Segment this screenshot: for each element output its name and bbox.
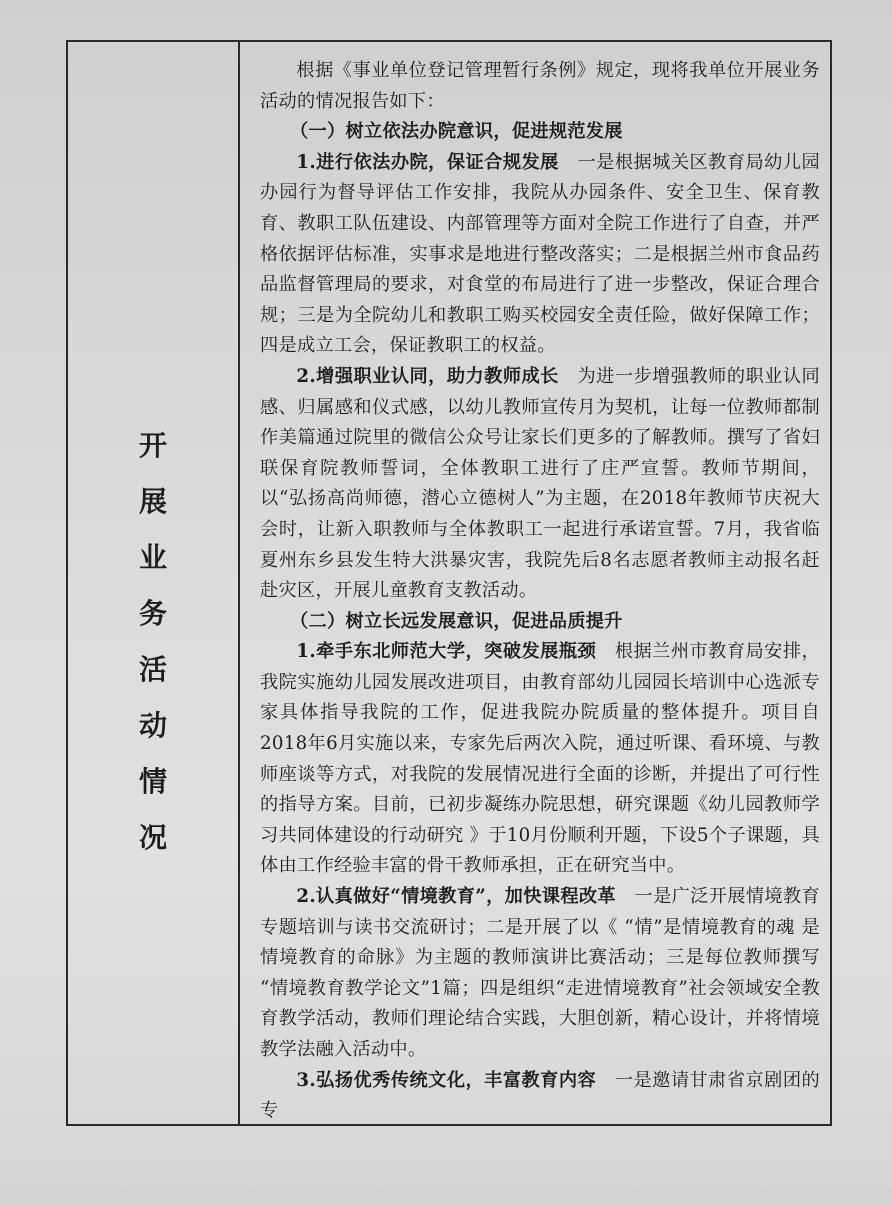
section1-item2-title: 2.增强职业认同，助力教师成长 — [296, 365, 559, 387]
paper-shadow — [0, 1150, 892, 1205]
content-cell — [240, 42, 830, 1124]
section1-item1-title: 1.进行依法办院，保证合规发展 — [296, 151, 559, 173]
section1-item2-body: 为进一步增强教师的职业认同感、归属感和仪式感，以幼儿教师宣传月为契机，让每一位教师都制作美篇通过院里的微信公众号让家长们更多的了解教师。撰写了省妇联保育院教师誓词，全体教职工进行了庄严宣誓。教师节期间，以“弘扬高尚师德，潜心立德树人”为主题，在2018年教师节庆祝大会时，让新入职教师与全体教职工一起进行承诺宣誓。7月，我省临夏州东乡县发生特大洪暴灾害，我院先后8名志愿者教师主动报名赶赴灾区，开展儿童教育支教活动。 — [260, 365, 820, 602]
category-title-vertical — [68, 429, 238, 880]
category-title-char: 展 — [138, 485, 167, 518]
category-cell — [68, 42, 240, 1124]
section-heading-1: （一）树立依法办院意识，促进规范发展 — [290, 121, 623, 143]
category-title-char: 活 — [138, 653, 167, 686]
section1-item1-paragraph — [260, 148, 820, 362]
category-title-char: 动 — [138, 709, 167, 742]
section1-item1-body: 一是根据城关区教育局幼儿园办园行为督导评估工作安排，我院从办园条件、安全卫生、保育教育、教职工队伍建设、内部管理等方面对全院工作进行了自查，并严格依据评估标准，实事求是地进行整改落实；二是根据兰州市食品药品监督管理局的要求，对食堂的布局进行了进一步整改，保证合理合规；三是为全院幼儿和教职工购买校园安全责任险，做好保障工作；四是成立工会，保证教职工的权益。 — [260, 151, 820, 357]
report-form-table — [66, 40, 832, 1126]
section-heading-2: （二）树立长远发展意识，促进品质提升 — [290, 610, 623, 632]
section2-item1-title: 1.牵手东北师范大学，突破发展瓶颈 — [296, 641, 597, 663]
section2-item1-body: 根据兰州市教育局安排，我院实施幼儿园发展改进项目，由教育部幼儿园园长培训中心选派专家具体指导我院的工作，促进我院办院质量的整体提升。项目自2018年6月实施以来，专家先后两次入院，通过听课、看环境、与教师座谈等方式，对我院的发展情况进行全面的诊断，并提出了可行性的指导方案。目前，已初步凝练办院思想，研究课题《幼儿园教师学习共同体建设的行动研究 》于10月份顺利开题，下设5个子课题，具体由工作经验丰富的骨干教师承担，正在研究当中。 — [260, 641, 820, 877]
section2-item2-paragraph — [260, 882, 820, 1066]
section2-item3-paragraph — [260, 1066, 820, 1124]
category-title-char: 务 — [138, 597, 167, 630]
category-title-char: 业 — [138, 541, 167, 574]
intro-paragraph: 根据《事业单位登记管理暂行条例》规定，现将我单位开展业务活动的情况报告如下： — [260, 60, 820, 112]
section2-item2-title: 2.认真做好“情境教育”，加快课程改革 — [296, 886, 616, 908]
section2-item2-body: 一是广泛开展情境教育专题培训与读书交流研讨；二是开展了以《 “情”是情境教育的魂 是情境教育的命脉》为主题的教师演讲比赛活动；三是每位教师撰写 “情境教育教学论文”1篇；四是组织“走进情境教育”社会领域安全教育教学活动，教师们理论结合实践，大胆创新，精心设计，并将情境教学法融入活动中。 — [260, 886, 820, 1060]
category-title-char: 况 — [138, 821, 167, 854]
section1-item2-paragraph — [260, 362, 820, 607]
section2-item3-title: 3.弘扬优秀传统文化，丰富教育内容 — [296, 1069, 597, 1091]
category-title-char: 开 — [138, 429, 167, 462]
section2-item3-body: 一是邀请甘肃省京剧团的专 — [260, 1069, 820, 1122]
section2-item1-paragraph — [260, 637, 820, 882]
category-title-char: 情 — [138, 765, 167, 798]
